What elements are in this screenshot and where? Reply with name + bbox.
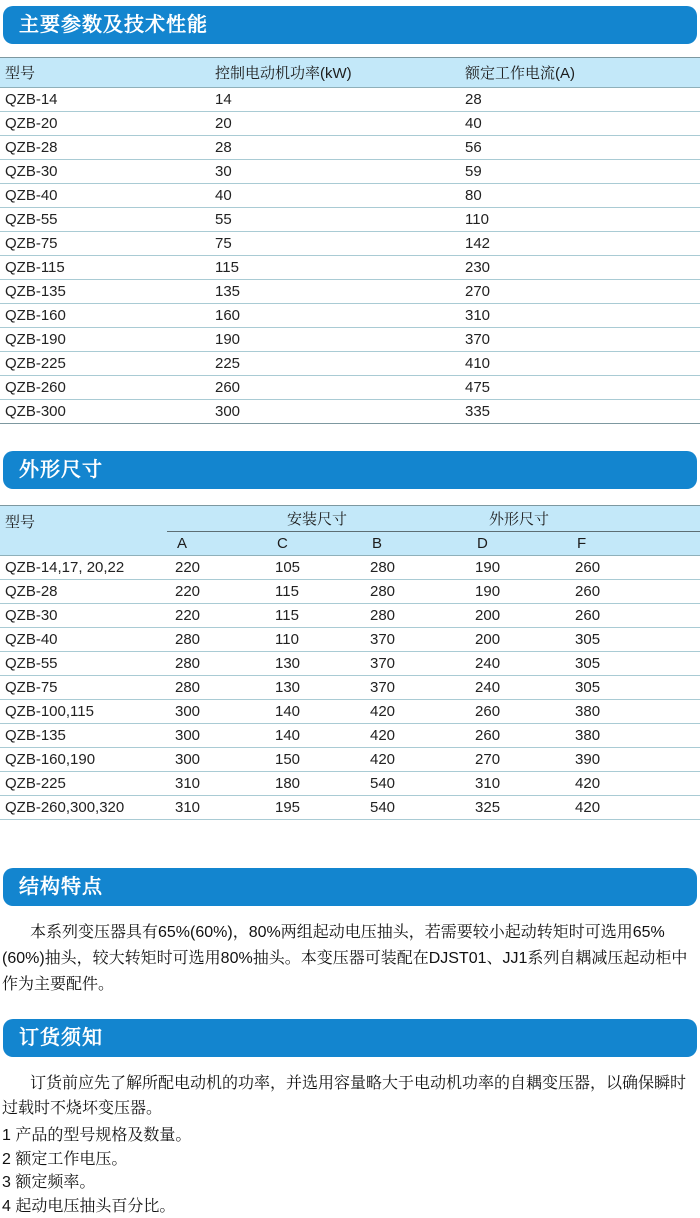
- section-header-dimensions: 外形尺寸: [3, 451, 697, 489]
- value-cell: 325: [467, 796, 567, 820]
- value-cell: 80: [460, 184, 700, 208]
- value-cell: 220: [167, 556, 267, 580]
- dimensions-table: [0, 505, 700, 820]
- model-cell: QZB-100,115: [0, 700, 167, 724]
- model-cell: QZB-40: [0, 184, 210, 208]
- value-cell: 420: [362, 748, 467, 772]
- main-params-table: [0, 57, 700, 424]
- value-cell: 200: [467, 628, 567, 652]
- table-row: [0, 304, 700, 328]
- table-row: [0, 748, 700, 772]
- value-cell: 310: [460, 304, 700, 328]
- value-cell: 280: [362, 580, 467, 604]
- column-header-d: D: [467, 532, 567, 556]
- group-header-mounting-dims: 安装尺寸: [167, 506, 467, 532]
- value-cell: 540: [362, 772, 467, 796]
- value-cell: 420: [567, 772, 700, 796]
- value-cell: 280: [362, 604, 467, 628]
- model-cell: QZB-160: [0, 304, 210, 328]
- value-cell: 380: [567, 700, 700, 724]
- model-cell: QZB-260: [0, 376, 210, 400]
- value-cell: 310: [167, 796, 267, 820]
- value-cell: 180: [267, 772, 362, 796]
- column-header-c: C: [267, 532, 362, 556]
- ordering-note-item: 4 起动电压抽头百分比。: [2, 1195, 698, 1218]
- model-cell: QZB-20: [0, 112, 210, 136]
- catalog-page: [0, 6, 700, 1205]
- model-cell: QZB-14: [0, 88, 210, 112]
- value-cell: 28: [210, 136, 460, 160]
- value-cell: 20: [210, 112, 460, 136]
- column-header-b: B: [362, 532, 467, 556]
- value-cell: 310: [167, 772, 267, 796]
- value-cell: 410: [460, 352, 700, 376]
- value-cell: 260: [567, 580, 700, 604]
- model-cell: QZB-55: [0, 652, 167, 676]
- group-header-outline-dims: 外形尺寸: [467, 506, 700, 532]
- section-header-ordering: 订货须知: [3, 1019, 697, 1057]
- value-cell: 140: [267, 724, 362, 748]
- value-cell: 540: [362, 796, 467, 820]
- table-row: [0, 628, 700, 652]
- value-cell: 220: [167, 604, 267, 628]
- model-cell: QZB-160,190: [0, 748, 167, 772]
- section-header-features: 结构特点: [3, 868, 697, 906]
- value-cell: 390: [567, 748, 700, 772]
- value-cell: 220: [167, 580, 267, 604]
- value-cell: 420: [567, 796, 700, 820]
- model-cell: QZB-260,300,320: [0, 796, 167, 820]
- model-cell: QZB-14,17, 20,22: [0, 556, 167, 580]
- value-cell: 75: [210, 232, 460, 256]
- model-cell: QZB-190: [0, 328, 210, 352]
- column-header-motor-power: 控制电动机功率(kW): [210, 58, 460, 88]
- model-cell: QZB-40: [0, 628, 167, 652]
- value-cell: 270: [467, 748, 567, 772]
- value-cell: 115: [210, 256, 460, 280]
- value-cell: 475: [460, 376, 700, 400]
- value-cell: 225: [210, 352, 460, 376]
- table-row: [0, 400, 700, 424]
- model-cell: QZB-300: [0, 400, 210, 424]
- value-cell: 260: [210, 376, 460, 400]
- column-header-rated-current: 额定工作电流(A): [460, 58, 700, 88]
- table-row: [0, 700, 700, 724]
- value-cell: 280: [167, 676, 267, 700]
- table-row: [0, 232, 700, 256]
- value-cell: 370: [460, 328, 700, 352]
- table-row: [0, 796, 700, 820]
- value-cell: 240: [467, 652, 567, 676]
- value-cell: 300: [167, 700, 267, 724]
- value-cell: 14: [210, 88, 460, 112]
- model-cell: QZB-75: [0, 676, 167, 700]
- table-row: [0, 88, 700, 112]
- value-cell: 110: [267, 628, 362, 652]
- value-cell: 105: [267, 556, 362, 580]
- value-cell: 142: [460, 232, 700, 256]
- value-cell: 115: [267, 604, 362, 628]
- table-row: [0, 112, 700, 136]
- table-row: [0, 184, 700, 208]
- column-header-model: 型号: [0, 506, 167, 556]
- value-cell: 190: [467, 580, 567, 604]
- table-row: [0, 604, 700, 628]
- table-row: [0, 352, 700, 376]
- value-cell: 260: [467, 724, 567, 748]
- value-cell: 55: [210, 208, 460, 232]
- ordering-note-item: 2 额定工作电压。: [2, 1148, 698, 1172]
- table-row: [0, 676, 700, 700]
- value-cell: 270: [460, 280, 700, 304]
- table-row: [0, 208, 700, 232]
- model-cell: QZB-225: [0, 352, 210, 376]
- value-cell: 130: [267, 652, 362, 676]
- model-cell: QZB-28: [0, 580, 167, 604]
- value-cell: 230: [460, 256, 700, 280]
- table-row: [0, 376, 700, 400]
- value-cell: 140: [267, 700, 362, 724]
- model-cell: QZB-75: [0, 232, 210, 256]
- model-cell: QZB-30: [0, 160, 210, 184]
- value-cell: 305: [567, 628, 700, 652]
- table-row: [0, 160, 700, 184]
- value-cell: 420: [362, 724, 467, 748]
- table-header-row: [0, 58, 700, 88]
- column-header-a: A: [167, 532, 267, 556]
- value-cell: 280: [167, 628, 267, 652]
- table-group-header-row: [0, 506, 700, 532]
- model-cell: QZB-225: [0, 772, 167, 796]
- value-cell: 380: [567, 724, 700, 748]
- model-cell: QZB-115: [0, 256, 210, 280]
- value-cell: 260: [467, 700, 567, 724]
- value-cell: 28: [460, 88, 700, 112]
- value-cell: 150: [267, 748, 362, 772]
- value-cell: 305: [567, 676, 700, 700]
- value-cell: 130: [267, 676, 362, 700]
- model-cell: QZB-28: [0, 136, 210, 160]
- value-cell: 56: [460, 136, 700, 160]
- table-row: [0, 136, 700, 160]
- table-row: [0, 652, 700, 676]
- value-cell: 260: [567, 604, 700, 628]
- value-cell: 110: [460, 208, 700, 232]
- value-cell: 370: [362, 652, 467, 676]
- ordering-note-item: 3 额定频率。: [2, 1171, 698, 1195]
- value-cell: 30: [210, 160, 460, 184]
- value-cell: 59: [460, 160, 700, 184]
- model-cell: QZB-135: [0, 724, 167, 748]
- value-cell: 370: [362, 676, 467, 700]
- column-header-model: 型号: [0, 58, 210, 88]
- value-cell: 190: [467, 556, 567, 580]
- ordering-note-item: 1 产品的型号规格及数量。: [2, 1124, 698, 1148]
- value-cell: 300: [167, 724, 267, 748]
- table-row: [0, 328, 700, 352]
- value-cell: 280: [362, 556, 467, 580]
- value-cell: 40: [460, 112, 700, 136]
- table-row: [0, 772, 700, 796]
- model-cell: QZB-135: [0, 280, 210, 304]
- value-cell: 310: [467, 772, 567, 796]
- value-cell: 370: [362, 628, 467, 652]
- value-cell: 260: [567, 556, 700, 580]
- section-header-main-params: 主要参数及技术性能: [3, 6, 697, 44]
- value-cell: 135: [210, 280, 460, 304]
- value-cell: 280: [167, 652, 267, 676]
- table-row: [0, 280, 700, 304]
- ordering-notes-list: [2, 1124, 698, 1218]
- table-row: [0, 556, 700, 580]
- value-cell: 420: [362, 700, 467, 724]
- model-cell: QZB-30: [0, 604, 167, 628]
- value-cell: 300: [167, 748, 267, 772]
- value-cell: 300: [210, 400, 460, 424]
- features-paragraph: 本系列变压器具有65%(60%)，80%两组起动电压抽头，若需要较小起动转矩时可选用65%(60%)抽头，较大转矩时可选用80%抽头。本变压器可装配在DJST01、JJ1系列自耦减压起动柜中作为主要配件。: [2, 920, 698, 998]
- ordering-paragraph: 订货前应先了解所配电动机的功率，并选用容量略大于电动机功率的自耦变压器，以确保瞬时过载时不烧坏变压器。: [2, 1071, 698, 1121]
- table-row: [0, 724, 700, 748]
- value-cell: 115: [267, 580, 362, 604]
- value-cell: 305: [567, 652, 700, 676]
- value-cell: 335: [460, 400, 700, 424]
- table-row: [0, 580, 700, 604]
- value-cell: 160: [210, 304, 460, 328]
- column-header-f: F: [567, 532, 700, 556]
- value-cell: 195: [267, 796, 362, 820]
- model-cell: QZB-55: [0, 208, 210, 232]
- value-cell: 190: [210, 328, 460, 352]
- value-cell: 240: [467, 676, 567, 700]
- value-cell: 40: [210, 184, 460, 208]
- value-cell: 200: [467, 604, 567, 628]
- table-row: [0, 256, 700, 280]
